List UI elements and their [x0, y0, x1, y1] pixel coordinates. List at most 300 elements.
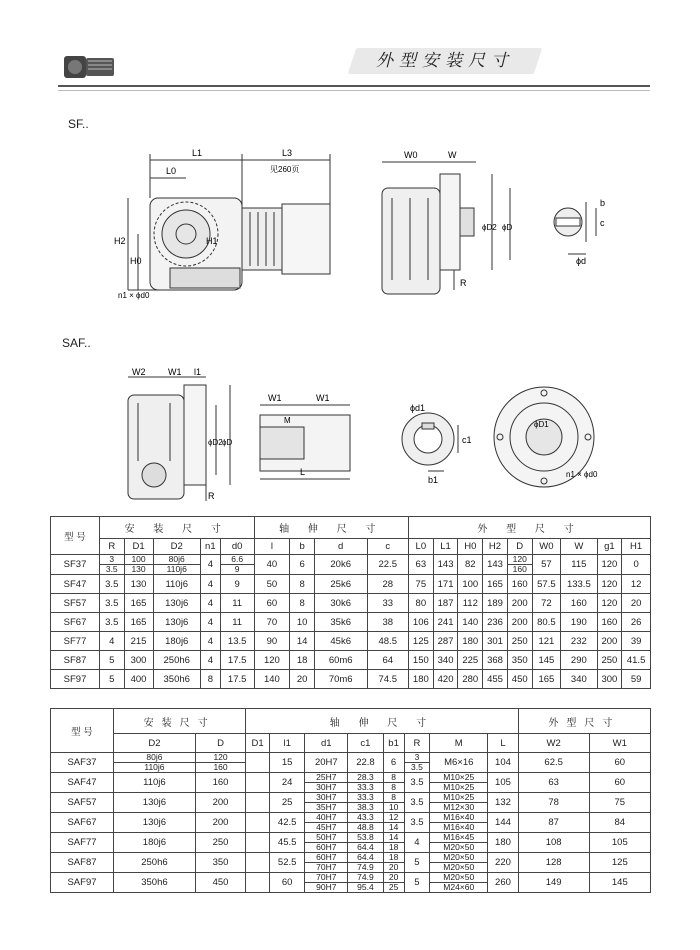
- table-cell: 60H7 70H7: [305, 853, 348, 873]
- table-row: [51, 651, 651, 670]
- table-header-column: H0: [458, 539, 483, 555]
- table-cell: 3.5: [100, 613, 125, 632]
- table-cell: 74.9 95.4: [348, 873, 383, 893]
- table-header-column: R: [100, 539, 125, 555]
- svg-text:H1: H1: [206, 236, 218, 246]
- table-cell: M10×25 M12×30: [430, 793, 488, 813]
- table-row: [51, 873, 651, 893]
- table-cell: 3.5: [404, 773, 430, 793]
- svg-text:c1: c1: [462, 435, 472, 445]
- saf-dimension-table: [50, 708, 651, 893]
- table-cell: 8: [290, 575, 315, 594]
- table-cell: 104: [488, 753, 519, 773]
- table-cell: 60: [589, 773, 650, 793]
- table-cell: 250: [597, 651, 622, 670]
- svg-text:W1: W1: [268, 393, 282, 403]
- table-cell: 180: [488, 833, 519, 853]
- table-cell: 57.5: [532, 575, 561, 594]
- table-cell: 50H7 60H7: [305, 833, 348, 853]
- table-cell: 80j6 110j6: [153, 555, 200, 575]
- table-cell: 75: [589, 793, 650, 813]
- table-cell: [246, 753, 270, 773]
- table-header-column: g1: [597, 539, 622, 555]
- table-cell: 220: [488, 853, 519, 873]
- table-cell: 8 8: [383, 773, 404, 793]
- table-cell: 60: [254, 594, 290, 613]
- table-cell: 4: [100, 632, 125, 651]
- saf-dimension-drawing: [110, 365, 650, 510]
- table-cell: 241: [433, 613, 458, 632]
- table-cell: 18 20: [383, 853, 404, 873]
- table-cell: 120: [597, 594, 622, 613]
- table-cell: 200: [195, 813, 245, 833]
- table-cell: 33.3 38.3: [348, 793, 383, 813]
- table-cell: 11: [220, 613, 254, 632]
- table-cell: M20×50 M20×50: [430, 853, 488, 873]
- table-cell: [246, 873, 270, 893]
- table-cell: M16×45 M20×50: [430, 833, 488, 853]
- table-header-column: n1: [200, 539, 220, 555]
- table-cell: 24: [270, 773, 305, 793]
- header-rule: [58, 85, 650, 87]
- table-cell: 110j6: [114, 773, 196, 793]
- table-cell: 130j6: [153, 594, 200, 613]
- table-cell: 4: [404, 833, 430, 853]
- table-cell: 3 3.5: [100, 555, 125, 575]
- table-cell: 26: [622, 613, 651, 632]
- table-cell: 350: [195, 853, 245, 873]
- table-cell: 25: [270, 793, 305, 813]
- svg-text:b1: b1: [428, 475, 439, 485]
- table-header-column: D: [507, 539, 532, 555]
- table-cell: 140: [458, 613, 483, 632]
- table-cell: SAF47: [51, 773, 114, 793]
- table-cell: 180j6: [114, 833, 196, 853]
- table-cell: SF57: [51, 594, 100, 613]
- table-cell: SAF87: [51, 853, 114, 873]
- table-cell: 215: [124, 632, 153, 651]
- table-header-group: 轴 伸 尺 寸: [246, 709, 519, 734]
- svg-text:L0: L0: [166, 166, 177, 176]
- table-row: [51, 670, 651, 689]
- table-cell: 171: [433, 575, 458, 594]
- svg-text:ϕD2: ϕD2: [482, 223, 497, 232]
- table-cell: 4: [200, 613, 220, 632]
- svg-text:ϕD: ϕD: [222, 438, 233, 447]
- table-header-column: D1: [246, 734, 270, 753]
- table-cell: 10: [290, 613, 315, 632]
- table-cell: 190: [561, 613, 597, 632]
- section-label-sf: SF..: [68, 117, 89, 131]
- table-cell: 144: [488, 813, 519, 833]
- table-row: [51, 853, 651, 873]
- table-cell: 165: [124, 613, 153, 632]
- table-row: [51, 594, 651, 613]
- table-cell: 301: [483, 632, 508, 651]
- section-label-saf: SAF..: [62, 336, 91, 350]
- svg-text:ϕD2: ϕD2: [208, 438, 223, 447]
- svg-text:H2: H2: [114, 236, 126, 246]
- table-cell: 250: [195, 833, 245, 853]
- table-cell: 4: [200, 632, 220, 651]
- table-row: [51, 575, 651, 594]
- table-header-group: 轴 伸 尺 寸: [254, 517, 408, 539]
- table-cell: 225: [458, 651, 483, 670]
- table-cell: 300: [597, 670, 622, 689]
- table-cell: 130j6: [114, 813, 196, 833]
- table-header-column: d0: [220, 539, 254, 555]
- table-cell: 12: [622, 575, 651, 594]
- table-cell: SAF67: [51, 813, 114, 833]
- table-cell: 112: [458, 594, 483, 613]
- table-cell: 4: [200, 651, 220, 670]
- table-cell: 200: [597, 632, 622, 651]
- table-cell: M6×16: [430, 753, 488, 773]
- table-cell: 35k6: [314, 613, 367, 632]
- table-cell: 5: [100, 651, 125, 670]
- table-cell: [246, 793, 270, 813]
- svg-text:W1: W1: [168, 367, 182, 377]
- table-cell: 115: [561, 555, 597, 575]
- table-header-column: W2: [518, 734, 589, 753]
- table-cell: 350h6: [114, 873, 196, 893]
- table-cell: 160: [561, 594, 597, 613]
- table-cell: 300: [124, 651, 153, 670]
- svg-text:H0: H0: [130, 256, 142, 266]
- table-cell: 25H7 30H7: [305, 773, 348, 793]
- table-cell: 160: [507, 575, 532, 594]
- table-cell: 180j6: [153, 632, 200, 651]
- table-cell: 40: [254, 555, 290, 575]
- table-cell: 189: [483, 594, 508, 613]
- table-cell: SF87: [51, 651, 100, 670]
- table-cell: 59: [622, 670, 651, 689]
- table-cell: 200: [507, 594, 532, 613]
- table-cell: 145: [532, 651, 561, 670]
- table-row: [51, 613, 651, 632]
- table-cell: 15: [270, 753, 305, 773]
- table-header-column: d1: [305, 734, 348, 753]
- table-cell: 187: [433, 594, 458, 613]
- table-header-column: c: [367, 539, 408, 555]
- table-cell: 63: [518, 773, 589, 793]
- svg-text:ϕD: ϕD: [502, 223, 513, 232]
- table-header-column: W1: [589, 734, 650, 753]
- table-cell: 25k6: [314, 575, 367, 594]
- table-cell: 100: [458, 575, 483, 594]
- table-cell: 22.5: [367, 555, 408, 575]
- table-cell: 50: [254, 575, 290, 594]
- header-rule-thin: [58, 90, 650, 91]
- table-header-column: M: [430, 734, 488, 753]
- table-header-column: L1: [433, 539, 458, 555]
- table-cell: 20H7: [305, 753, 348, 773]
- table-cell: 8 10: [383, 793, 404, 813]
- table-cell: 90: [254, 632, 290, 651]
- table-cell: SAF77: [51, 833, 114, 853]
- table-cell: 143: [433, 555, 458, 575]
- svg-text:ϕd: ϕd: [576, 256, 587, 266]
- svg-text:L: L: [300, 467, 306, 477]
- table-header-column: c1: [348, 734, 383, 753]
- table-header-column: L0: [408, 539, 433, 555]
- table-cell: 165: [124, 594, 153, 613]
- table-cell: 12 14: [383, 813, 404, 833]
- table-cell: 110j6: [153, 575, 200, 594]
- table-cell: 30H7 35H7: [305, 793, 348, 813]
- table-cell: 11: [220, 594, 254, 613]
- table-cell: 340: [561, 670, 597, 689]
- table-header-model: 型 号: [51, 709, 114, 753]
- table-cell: 43.3 48.8: [348, 813, 383, 833]
- table-cell: 150: [408, 651, 433, 670]
- table-cell: 260: [488, 873, 519, 893]
- table-cell: [246, 853, 270, 873]
- table-cell: 165: [483, 575, 508, 594]
- table-header-group: 外 型 尺 寸: [408, 517, 650, 539]
- svg-text:M: M: [284, 416, 291, 425]
- table-cell: 41.5: [622, 651, 651, 670]
- table-cell: 450: [195, 873, 245, 893]
- table-header-group: 安装尺寸: [114, 709, 246, 734]
- table-cell: 48.5: [367, 632, 408, 651]
- svg-text:ϕD1: ϕD1: [534, 420, 549, 429]
- table-cell: 132: [488, 793, 519, 813]
- sf-dimension-drawing: [110, 140, 650, 310]
- table-cell: 87: [518, 813, 589, 833]
- svg-text:见260页: 见260页: [270, 165, 300, 174]
- table-cell: 78: [518, 793, 589, 813]
- table-cell: 38: [367, 613, 408, 632]
- svg-text:L3: L3: [282, 148, 293, 158]
- table-cell: 82: [458, 555, 483, 575]
- table-cell: 9: [220, 575, 254, 594]
- table-header-column: W: [561, 539, 597, 555]
- table-header-column: R: [404, 734, 430, 753]
- table-cell: 160: [597, 613, 622, 632]
- svg-text:W1: W1: [316, 393, 330, 403]
- table-cell: 64: [367, 651, 408, 670]
- table-cell: 45.5: [270, 833, 305, 853]
- table-cell: 28: [367, 575, 408, 594]
- table-header-group: 安 装 尺 寸: [100, 517, 255, 539]
- svg-text:R: R: [208, 491, 215, 501]
- table-row: [51, 813, 651, 833]
- table-cell: 13.5: [220, 632, 254, 651]
- table-cell: 6: [383, 753, 404, 773]
- svg-text:b: b: [600, 198, 606, 208]
- table-cell: 84: [589, 813, 650, 833]
- table-cell: 5: [100, 670, 125, 689]
- table-cell: 455: [483, 670, 508, 689]
- page-title: 外型安装尺寸: [376, 51, 514, 71]
- table-header-column: l: [254, 539, 290, 555]
- table-cell: 20: [290, 670, 315, 689]
- table-cell: SF67: [51, 613, 100, 632]
- table-header-column: b1: [383, 734, 404, 753]
- table-cell: 80.5: [532, 613, 561, 632]
- table-cell: SAF57: [51, 793, 114, 813]
- table-cell: 60: [589, 753, 650, 773]
- table-cell: SAF97: [51, 873, 114, 893]
- table-cell: 28.3 33.3: [348, 773, 383, 793]
- table-cell: 120: [597, 575, 622, 594]
- table-cell: 165: [532, 670, 561, 689]
- table-cell: 350h6: [153, 670, 200, 689]
- svg-text:n1 × ϕd0: n1 × ϕd0: [566, 470, 598, 479]
- table-cell: 420: [433, 670, 458, 689]
- table-cell: 72: [532, 594, 561, 613]
- table-header-column: D: [195, 734, 245, 753]
- table-cell: 350: [507, 651, 532, 670]
- table-cell: 14: [290, 632, 315, 651]
- table-cell: 145: [589, 873, 650, 893]
- table-cell: 3.5: [404, 793, 430, 813]
- table-cell: 14 18: [383, 833, 404, 853]
- table-cell: 180: [458, 632, 483, 651]
- table-cell: 3.5: [404, 813, 430, 833]
- table-cell: [246, 773, 270, 793]
- table-header-model: 型 号: [51, 517, 100, 555]
- table-cell: 105: [589, 833, 650, 853]
- table-cell: 140: [254, 670, 290, 689]
- svg-text:n1 × ϕd0: n1 × ϕd0: [118, 291, 150, 300]
- table-cell: M10×25 M10×25: [430, 773, 488, 793]
- table-header-column: l1: [270, 734, 305, 753]
- table-cell: 70m6: [314, 670, 367, 689]
- table-cell: 280: [458, 670, 483, 689]
- table-row: [51, 833, 651, 853]
- table-cell: 236: [483, 613, 508, 632]
- table-row: [51, 632, 651, 651]
- table-cell: 4: [200, 575, 220, 594]
- table-cell: 40H7 45H7: [305, 813, 348, 833]
- table-cell: 20k6: [314, 555, 367, 575]
- svg-text:ϕd1: ϕd1: [410, 403, 426, 413]
- table-cell: M20×50 M24×60: [430, 873, 488, 893]
- table-cell: 3.5: [100, 594, 125, 613]
- table-cell: 232: [561, 632, 597, 651]
- table-cell: 22.8: [348, 753, 383, 773]
- table-cell: 340: [433, 651, 458, 670]
- svg-text:R: R: [460, 278, 467, 288]
- table-cell: 106: [408, 613, 433, 632]
- table-cell: 143: [483, 555, 508, 575]
- table-cell: 64.4 74.9: [348, 853, 383, 873]
- table-cell: SF47: [51, 575, 100, 594]
- table-cell: 400: [124, 670, 153, 689]
- table-header-column: H2: [483, 539, 508, 555]
- table-cell: 3 3.5: [404, 753, 430, 773]
- table-cell: 75: [408, 575, 433, 594]
- svg-text:W2: W2: [132, 367, 146, 377]
- table-cell: 53.8 64.4: [348, 833, 383, 853]
- table-cell: 20 25: [383, 873, 404, 893]
- table-cell: 250h6: [114, 853, 196, 873]
- table-cell: 39: [622, 632, 651, 651]
- table-cell: 125: [589, 853, 650, 873]
- table-header-group: 外型尺寸: [518, 709, 650, 734]
- table-cell: 121: [532, 632, 561, 651]
- table-cell: 62.5: [518, 753, 589, 773]
- table-cell: M16×40 M16×40: [430, 813, 488, 833]
- table-cell: 60m6: [314, 651, 367, 670]
- table-cell: 45k6: [314, 632, 367, 651]
- table-cell: 105: [488, 773, 519, 793]
- table-cell: 120: [597, 555, 622, 575]
- table-cell: 133.5: [561, 575, 597, 594]
- svg-text:l1: l1: [194, 367, 202, 377]
- table-cell: 0: [622, 555, 651, 575]
- table-cell: 200: [507, 613, 532, 632]
- table-cell: 6: [290, 555, 315, 575]
- table-cell: 250h6: [153, 651, 200, 670]
- table-row: [51, 793, 651, 813]
- table-cell: 160: [195, 773, 245, 793]
- table-cell: SAF37: [51, 753, 114, 773]
- table-cell: 3.5: [100, 575, 125, 594]
- table-cell: 130j6: [114, 793, 196, 813]
- table-cell: 80: [408, 594, 433, 613]
- sf-dimension-table: [50, 516, 651, 689]
- table-cell: 17.5: [220, 670, 254, 689]
- table-row: [51, 773, 651, 793]
- table-cell: 450: [507, 670, 532, 689]
- table-cell: 5: [404, 853, 430, 873]
- table-header-column: D1: [124, 539, 153, 555]
- table-cell: 100 130: [124, 555, 153, 575]
- table-cell: 287: [433, 632, 458, 651]
- svg-text:L1: L1: [192, 148, 203, 158]
- table-cell: 80j6 110j6: [114, 753, 196, 773]
- table-cell: 128: [518, 853, 589, 873]
- table-cell: 6.6 9: [220, 555, 254, 575]
- table-cell: 74.5: [367, 670, 408, 689]
- table-cell: 63: [408, 555, 433, 575]
- table-cell: 368: [483, 651, 508, 670]
- table-cell: 125: [408, 632, 433, 651]
- table-cell: 200: [195, 793, 245, 813]
- table-cell: SF97: [51, 670, 100, 689]
- svg-text:W0: W0: [404, 150, 418, 160]
- table-cell: 8: [290, 594, 315, 613]
- table-header-column: W0: [532, 539, 561, 555]
- table-header-column: H1: [622, 539, 651, 555]
- table-cell: 18: [290, 651, 315, 670]
- svg-text:W: W: [448, 150, 457, 160]
- table-cell: 120: [254, 651, 290, 670]
- table-cell: 57: [532, 555, 561, 575]
- table-cell: 149: [518, 873, 589, 893]
- table-cell: 180: [408, 670, 433, 689]
- table-cell: 42.5: [270, 813, 305, 833]
- table-cell: 120 160: [507, 555, 532, 575]
- table-cell: 130: [124, 575, 153, 594]
- table-cell: [246, 833, 270, 853]
- table-cell: 33: [367, 594, 408, 613]
- table-header-column: d: [314, 539, 367, 555]
- table-row: [51, 555, 651, 575]
- table-cell: 60: [270, 873, 305, 893]
- table-header-column: b: [290, 539, 315, 555]
- table-row: [51, 753, 651, 773]
- table-cell: 20: [622, 594, 651, 613]
- table-cell: 108: [518, 833, 589, 853]
- table-cell: 4: [200, 594, 220, 613]
- table-cell: 290: [561, 651, 597, 670]
- table-cell: 70H7 90H7: [305, 873, 348, 893]
- table-cell: SF77: [51, 632, 100, 651]
